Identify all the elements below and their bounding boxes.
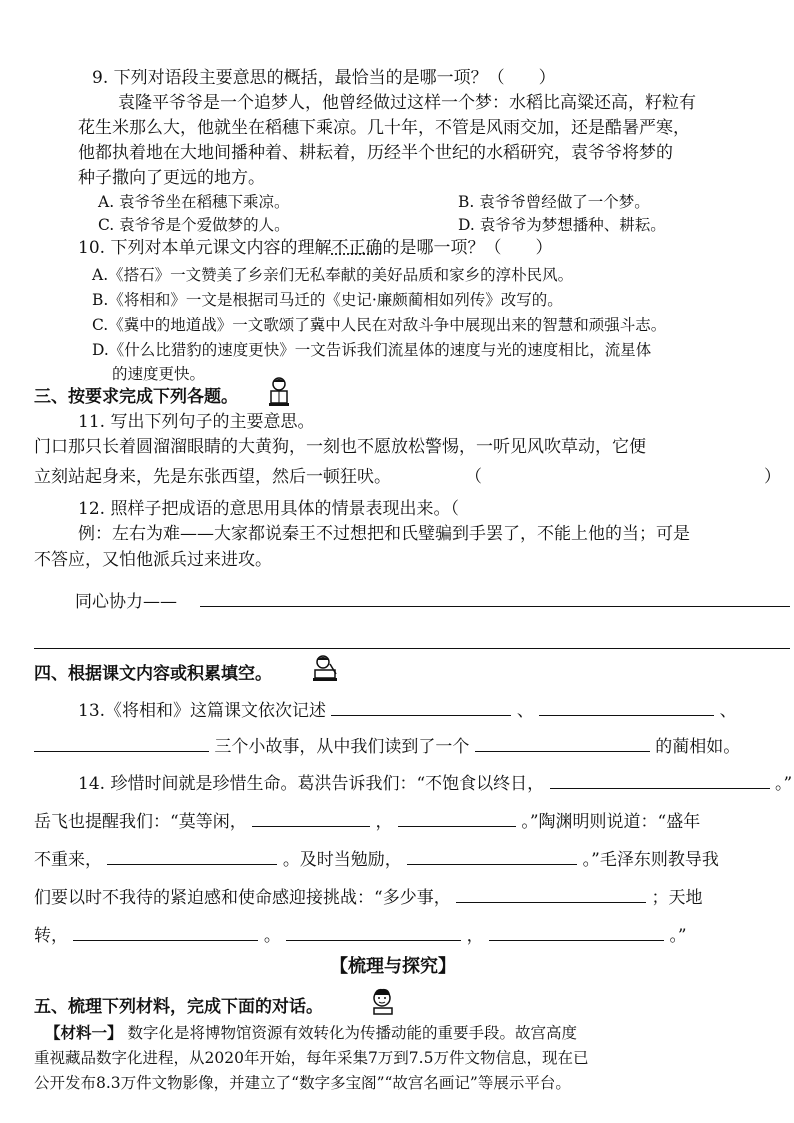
section4-title: 四、根据课文内容或积累填空。 bbox=[34, 664, 272, 684]
q14-line bbox=[34, 884, 703, 910]
material1-line: 公开发布8.3万件文物影像，并建立了“数字多宝阁”“故宫名画记”等展示平台。 bbox=[34, 1074, 571, 1092]
q14-blank-8[interactable] bbox=[286, 922, 461, 941]
q10-stem-pre: 10. 下列对本单元课文内容的理解 bbox=[78, 238, 332, 258]
q14-text: 。 bbox=[263, 926, 281, 946]
q14-line bbox=[34, 846, 719, 872]
q13-mid-text: 三个小故事，从中我们读到了一个 bbox=[214, 737, 470, 757]
q9-passage-line: 花生米那么大，他就坐在稻穗下乘凉。几十年，不管是风雨交加，还是酷暑严寒， bbox=[78, 118, 690, 138]
q14-blank-5[interactable] bbox=[407, 846, 577, 865]
q13-blank-3[interactable] bbox=[34, 733, 209, 752]
q11-answer-paren-open: （ bbox=[465, 467, 482, 487]
q12-answer-line[interactable] bbox=[34, 648, 790, 649]
section3-title: 三、按要求完成下列各题。 bbox=[34, 387, 238, 407]
q9-option-d[interactable]: D. 袁爷爷为梦想播种、耕耘。 bbox=[458, 216, 666, 234]
q13-blank-4[interactable] bbox=[475, 733, 650, 752]
q14-blank-2[interactable] bbox=[252, 808, 370, 827]
q14-line bbox=[34, 922, 687, 948]
q14-text: 岳飞也提醒我们：“莫等闲， bbox=[34, 812, 247, 832]
q14-blank-3[interactable] bbox=[398, 808, 516, 827]
student-reading-icon bbox=[266, 376, 292, 408]
q12-prompt: 同心协力—— bbox=[75, 592, 177, 612]
material1-line bbox=[45, 1021, 577, 1045]
section5-title: 五、梳理下列材料，完成下面的对话。 bbox=[34, 997, 323, 1017]
q14-text: 转， bbox=[34, 926, 68, 946]
q14-text: 不重来， bbox=[34, 850, 102, 870]
q9-option-b[interactable]: B. 袁爷爷曾经做了一个梦。 bbox=[458, 193, 650, 211]
q9-option-a[interactable]: A. 袁爷爷坐在稻穗下乘凉。 bbox=[98, 193, 290, 211]
q10-option-c[interactable]: C.《冀中的地道战》一文歌颂了冀中人民在对敌斗争中展现出来的智慧和顽强斗志。 bbox=[92, 316, 667, 334]
q12-example-line: 不答应，又怕他派兵过来进攻。 bbox=[34, 550, 272, 570]
q12-example-line: 例：左右为难——大家都说秦王不过想把和氏璧骗到手罢了，不能上他的当；可是 bbox=[78, 524, 690, 544]
q13-blank-1[interactable] bbox=[331, 697, 511, 716]
q14-text: ， bbox=[375, 812, 393, 832]
q13-blank-2[interactable] bbox=[539, 697, 714, 716]
q14-text: 。”毛泽东则教导我 bbox=[582, 850, 719, 870]
student-writing-icon bbox=[312, 654, 338, 684]
q11-sentence-line: 立刻站起身来，先是东张西望，然后一顿狂吠。 bbox=[34, 467, 391, 487]
q9-passage-line: 袁隆平爷爷是一个追梦人，他曾经做过这样一个梦：水稻比高粱还高，籽粒有 bbox=[118, 93, 696, 113]
q14-blank-1[interactable] bbox=[550, 770, 770, 789]
q14-text: 。” bbox=[669, 926, 687, 946]
q11-sentence-line: 门口那只长着圆溜溜眼睛的大黄狗，一刻也不愿放松警惕，一听见风吹草动，它便 bbox=[34, 437, 646, 457]
q14-line bbox=[78, 770, 792, 796]
material1-text: 数字化是将博物馆资源有效转化为传播动能的重要手段。故宫高度 bbox=[127, 1024, 577, 1042]
q10-option-b[interactable]: B.《将相和》一文是根据司马迁的《史记·廉颇蔺相如列传》改写的。 bbox=[92, 291, 563, 309]
q14-text: ， bbox=[466, 926, 484, 946]
q10-option-a[interactable]: A.《搭石》一文赞美了乡亲们无私奉献的美好品质和家乡的淳朴民风。 bbox=[92, 266, 574, 284]
q14-text: 14. 珍惜时间就是珍惜生命。葛洪告诉我们：“不饱食以终日， bbox=[78, 774, 545, 794]
material1-line: 重视藏品数字化进程，从2020年开始，每年采集7万到7.5万件文物信息，现在已 bbox=[34, 1049, 589, 1067]
q11-stem: 11. 写出下列句子的主要意思。 bbox=[78, 412, 315, 432]
q13-line bbox=[34, 733, 740, 759]
q11-answer-field[interactable] bbox=[485, 465, 760, 489]
q14-text: 。” bbox=[774, 774, 793, 794]
section-banner: 【梳理与探究】 bbox=[330, 956, 456, 977]
q10-stem bbox=[78, 236, 552, 260]
q10-stem-emphasis: 不正确 bbox=[331, 238, 383, 258]
q13-end-text: 的蔺相如。 bbox=[655, 737, 741, 757]
q10-option-d[interactable]: D.《什么比猎豹的速度更快》一文告诉我们流星体的速度与光的速度相比，流星体 bbox=[92, 341, 652, 359]
q12-stem: 12. 照样子把成语的意思用具体的情景表现出来。（ bbox=[78, 499, 459, 519]
q14-line bbox=[34, 808, 700, 834]
q13-text: 13.《将相和》这篇课文依次记述 bbox=[78, 701, 327, 721]
q14-blank-4[interactable] bbox=[107, 846, 277, 865]
q9-passage-line: 种子撒向了更远的地方。 bbox=[78, 168, 265, 188]
q14-blank-9[interactable] bbox=[489, 922, 664, 941]
q14-text: ；天地 bbox=[651, 888, 703, 908]
q13-line bbox=[78, 697, 737, 723]
q14-text: 。”陶渊明则说道：“盛年 bbox=[521, 812, 701, 832]
q9-stem: 9. 下列对语段主要意思的概括，最恰当的是哪一项？（ ） bbox=[92, 68, 556, 88]
q12-answer-line[interactable] bbox=[200, 606, 790, 607]
q9-passage-line: 他都执着地在大地间播种着、耕耘着，历经半个世纪的水稻研究，袁爷爷将梦的 bbox=[78, 143, 673, 163]
q13-separator: 、 bbox=[516, 701, 534, 721]
q10-option-d-cont: 的速度更快。 bbox=[112, 365, 206, 383]
q14-blank-6[interactable] bbox=[456, 884, 646, 903]
q9-option-c[interactable]: C. 袁爷爷是个爱做梦的人。 bbox=[98, 216, 290, 234]
q14-text: 们要以时不我待的紧迫感和使命感迎接挑战：“多少事， bbox=[34, 888, 451, 908]
material1-label: 【材料一】 bbox=[45, 1024, 123, 1042]
q13-separator: 、 bbox=[719, 701, 737, 721]
q14-text: 。及时当勉励， bbox=[282, 850, 402, 870]
q11-answer-paren-close: ） bbox=[764, 467, 781, 487]
student-thinking-icon bbox=[368, 986, 398, 1016]
q14-blank-7[interactable] bbox=[73, 922, 258, 941]
q10-stem-post: 的是哪一项？（ ） bbox=[382, 238, 553, 258]
